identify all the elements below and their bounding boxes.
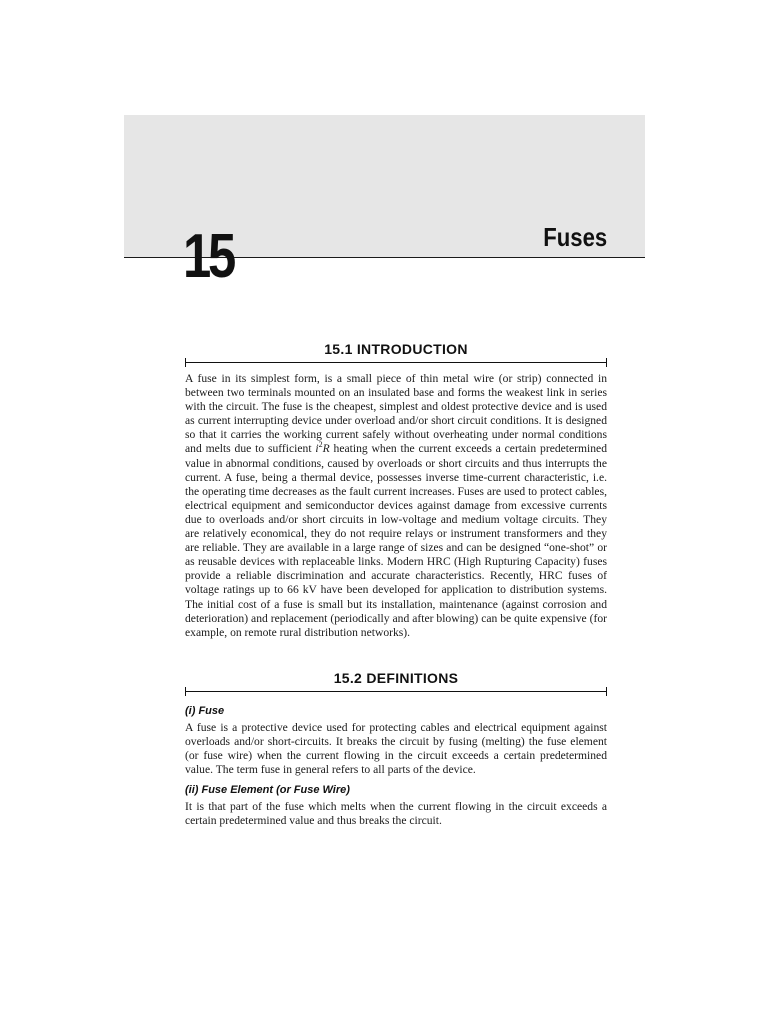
chapter-title: Fuses (543, 222, 607, 252)
intro-text-part-1: A fuse in its simplest form, is a small piece of thin metal wire (or strip) connected in between two terminals mounted on an insulated base and forms the weakest link in series with the circuit. The fuse is the cheapest, simplest and oldest protective device and is used as current interrupting device under overload and/or short circuit conditions. It is designed so that it carries the working current safely without overheating under normal conditions and melts due to sufficient (185, 372, 607, 456)
section-heading-text: 15.1 INTRODUCTION (324, 341, 468, 357)
definition-subheading-fuse-element: (ii) Fuse Element (or Fuse Wire) (185, 784, 350, 796)
section-heading-definitions (185, 670, 607, 692)
chapter-number: 15 (183, 222, 233, 291)
intro-math-superscript: 2 (318, 440, 323, 450)
section-heading-rule (185, 691, 607, 692)
section-heading-introduction (185, 341, 607, 363)
section-heading-text: 15.2 DEFINITIONS (333, 670, 459, 686)
definition-subheading-fuse: (i) Fuse (185, 705, 225, 717)
definition-text-fuse-element: It is that part of the fuse which melts when the current flowing in the circuit exceeds a certain predetermined value and thus breaks the circuit. (185, 800, 607, 828)
definition-text-fuse: A fuse is a protective device used for protecting cables and electrical equipment against overloads and/or short-circuits. It breaks the circuit by fusing (melting) the fuse element (or fuse wire) when the current flowing in the circuit exceeds a certain predetermined value. The term fuse in general refers to all parts of the device. (185, 721, 607, 777)
intro-math-r: R (322, 442, 330, 456)
intro-text-part-2: heating when the current exceeds a certain predetermined value in abnormal conditions, caused by overloads or short circuits and thus interrupts the current. A fuse, being a thermal device, possesses inverse time-current characteristic, i.e. the operating time decreases as the fault current increases. Fuses are used to protect cables, electrical equipment and semiconductor devices against damage from excessive currents due to overloads and/or short circuits in low-voltage and medium voltage circuits. They are relatively economical, they do not require relays or instrument transformers and they are reliable. They are available in a large range of sizes and can be designed “one-shot” or as reusable devices with replaceable links. Modern HRC (High Rupturing Capacity) fuses provide a reliable discrimination and accurate characteristics. Recently, HRC fuses of voltage ratings up to 66 kV have been developed for application to distribution systems. The initial cost of a fuse is small but its installation, maintenance (against corrosion and deterioration) and replacement (periodically and after blowing) can be quite expensive (for example, on remote rural distribution networks). (185, 442, 607, 639)
introduction-paragraph (185, 372, 607, 640)
section-heading-rule (185, 362, 607, 363)
intro-math-i: i (315, 442, 319, 456)
